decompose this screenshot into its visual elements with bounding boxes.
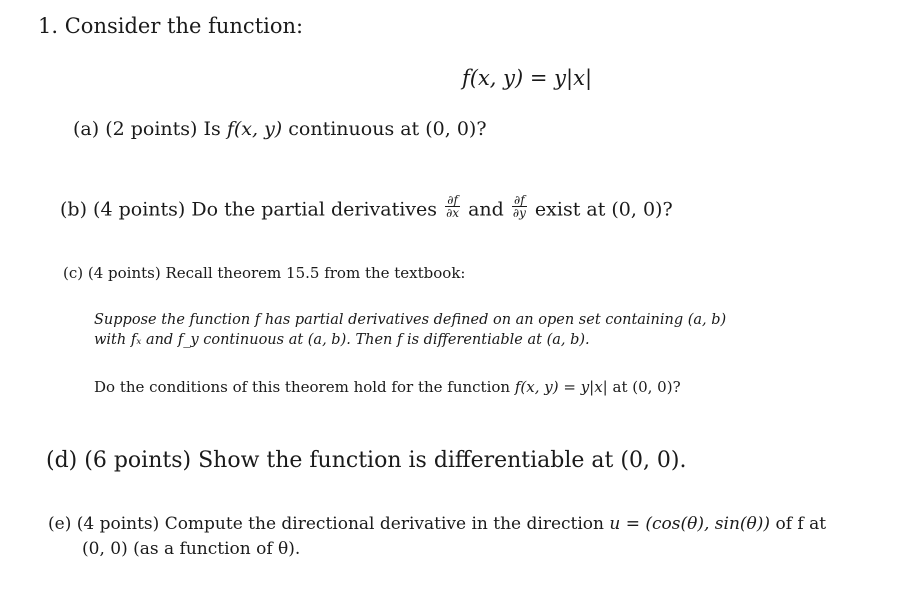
function-formula: f(x, y) = y|x|	[462, 66, 593, 90]
part-e-label: (e)	[48, 514, 72, 534]
part-e-points: (4 points)	[76, 514, 160, 534]
part-d-text: Show the function is differentiable at (0, 0).	[198, 448, 687, 473]
part-c-question-after: at (0, 0)?	[612, 378, 681, 396]
part-c-label: (c)	[63, 264, 84, 282]
part-d-label: (d)	[46, 448, 78, 473]
part-b-and: and	[468, 198, 504, 221]
part-a-points: (2 points)	[105, 118, 198, 140]
problem-intro: Consider the function:	[64, 14, 304, 38]
part-c	[63, 264, 465, 282]
partial-fy-numerator: ∂f	[512, 194, 527, 207]
part-a	[73, 118, 487, 140]
part-c-points: (4 points)	[87, 264, 161, 282]
partial-fy-fraction	[512, 194, 527, 219]
part-b-text-after: exist at (0, 0)?	[534, 198, 673, 221]
part-c-text: Recall theorem 15.5 from the textbook:	[165, 264, 466, 282]
theorem-line-2: with fₓ and f_y continuous at (a, b). Then f is differentiable at (a, b).	[94, 332, 590, 348]
part-e-line-2: (0, 0) (as a function of θ).	[82, 539, 301, 559]
partial-fy-denominator: ∂y	[512, 206, 526, 220]
part-a-label: (a)	[73, 118, 100, 140]
theorem-line-1: Suppose the function f has partial derivatives defined on an open set containing (a, b)	[94, 312, 727, 328]
part-e-direction: u = (cos(θ), sin(θ))	[609, 514, 771, 534]
partial-fx-denominator: ∂x	[446, 206, 460, 220]
part-e	[48, 514, 826, 534]
part-a-text-before: Is	[203, 118, 221, 140]
part-b-points: (4 points)	[93, 198, 186, 221]
problem-number: 1.	[38, 14, 59, 38]
partial-fx-fraction	[445, 194, 460, 219]
part-c-question	[94, 378, 681, 396]
part-c-question-func: f(x, y) = y|x|	[514, 378, 608, 396]
part-b-label: (b)	[60, 198, 87, 221]
part-e-text-after: of f at	[775, 514, 827, 534]
part-b-text-before: Do the partial derivatives	[191, 198, 438, 221]
part-d	[46, 448, 687, 473]
part-e-text-before: Compute the directional derivative in the direction	[164, 514, 604, 534]
part-a-text-after: continuous at (0, 0)?	[288, 118, 487, 140]
problem-header	[38, 14, 303, 38]
partial-fx-numerator: ∂f	[445, 194, 460, 207]
part-b	[60, 193, 673, 223]
part-d-points: (6 points)	[84, 448, 192, 473]
part-c-question-before: Do the conditions of this theorem hold for the function	[94, 378, 511, 396]
part-a-func: f(x, y)	[226, 118, 283, 140]
